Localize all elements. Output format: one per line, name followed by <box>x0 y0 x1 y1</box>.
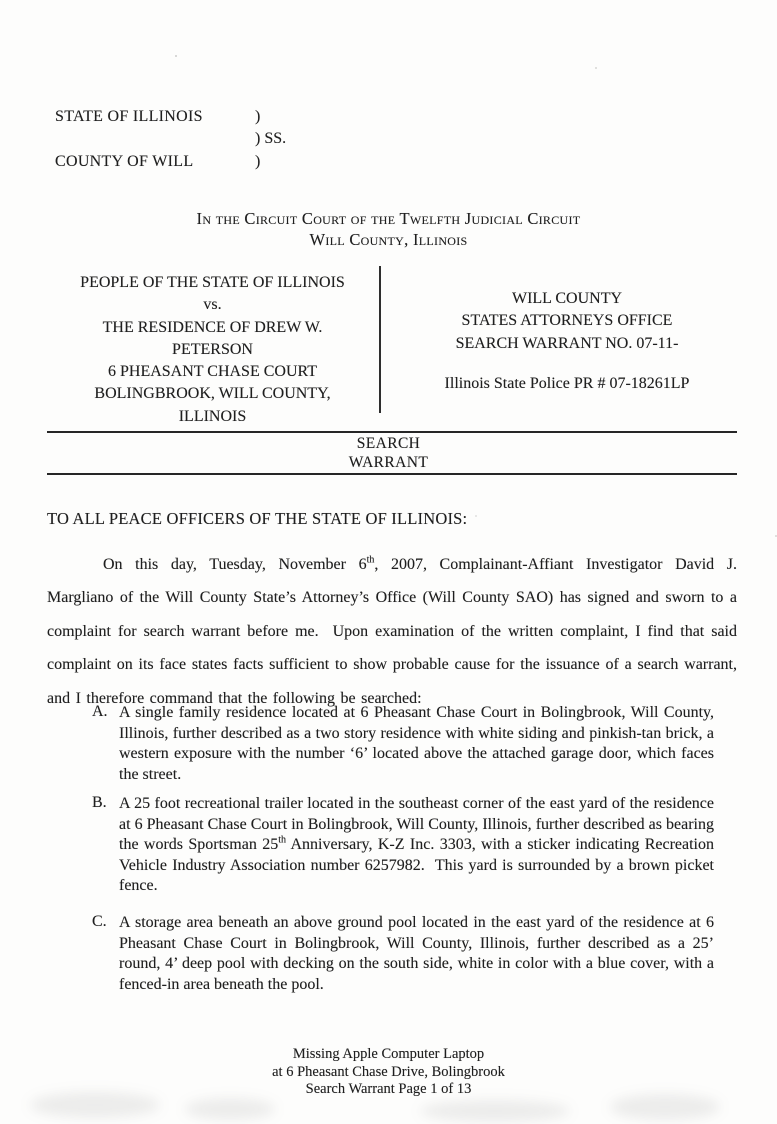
caption-line: PETERSON <box>172 340 253 358</box>
scan-noise <box>30 1092 160 1118</box>
venue-block <box>55 108 355 175</box>
title-rule-bottom <box>47 473 737 475</box>
footer-line2: at 6 Pheasant Chase Drive, Bolingbrook <box>272 1063 505 1080</box>
item-c <box>92 913 714 995</box>
venue-bracket: ) <box>255 152 261 170</box>
item-b-letter: B. <box>92 794 107 811</box>
document-title <box>0 434 777 472</box>
venue-bracket: ) <box>255 108 261 125</box>
scan-noise <box>175 55 177 57</box>
caption-line: ILLINOIS <box>178 407 247 425</box>
court-heading-line1: In the Circuit Court of the Twelfth Judicial Circuit <box>196 209 581 228</box>
warrant-number-block <box>392 288 742 395</box>
caption-line: BOLINGBROOK, WILL COUNTY, <box>94 385 331 403</box>
venue-ss-bracket: ) SS. <box>255 130 287 148</box>
page-footer <box>0 1046 777 1099</box>
scan-noise <box>185 1098 275 1120</box>
scan-noise <box>610 1094 720 1120</box>
police-case-ref: Illinois State Police PR # 07-18261LP <box>444 374 690 392</box>
item-a <box>92 703 714 785</box>
caption-line: STATES ATTORNEYS OFFICE <box>461 312 673 330</box>
item-b-text: A 25 foot recreational trailer located in the southeast corner of the east yard of the residence at 6 Pheasant Chase Court in Bolingbrook, Will County, Illinois, further described as bearing the words Sportsman 25th Anniversary, K-Z Inc. 3303, with a sticker indicating Recreation Vehicle Industry Association number 6257982. This yard is surrounded by a brown picket fence. <box>119 795 714 895</box>
venue-county-line: COUNTY OF WILL <box>55 152 194 170</box>
footer-line1: Missing Apple Computer Laptop <box>292 1046 485 1062</box>
venue-row <box>55 130 355 152</box>
court-heading-line2: Will County, Illinois <box>309 230 468 249</box>
title-rule-top <box>47 431 737 433</box>
venue-state-line: STATE OF ILLINOIS <box>55 108 203 125</box>
title-line2: WARRANT <box>348 454 429 471</box>
item-a-letter: A. <box>92 703 108 720</box>
item-b <box>92 794 714 897</box>
scan-noise <box>420 1100 570 1122</box>
plaintiff-block <box>45 272 380 428</box>
caption-divider <box>379 266 381 413</box>
salutation: TO ALL PEACE OFFICERS OF THE STATE OF ILLINOIS: <box>47 509 468 528</box>
intro-paragraph: On this day, Tuesday, November 6th, 2007, Complainant-Affiant Investigator David J. Margliano of the Will County State’s Attorney’s Office (Will County SAO) has signed and sworn to a complaint for search warrant before me. Upon examination of the written complaint, I find that said complaint on its face states facts sufficient to show probable cause for the issuance of a search warrant, and I therefore command that the following be searched: <box>47 554 737 707</box>
caption-line: vs. <box>203 296 222 314</box>
item-a-text: A single family residence located at 6 Pheasant Chase Court in Bolingbrook, Will County, Illinois, further described as a two story residence with white siding and pinkish-tan brick, a western exposure with the number ‘6’ located above the attached garage door, which faces the street. <box>119 704 714 783</box>
caption-line: THE RESIDENCE OF DREW W. <box>102 318 323 336</box>
item-c-text: A storage area beneath an above ground pool located in the east yard of the residence at 6 Pheasant Chase Court in Bolingbrook, Will County, Illinois, further described as a 25’ round, 4’ deep pool with decking on the south side, white in color with a blue cover, with a fenced-in area beneath the pool. <box>119 914 714 993</box>
court-heading <box>0 208 777 250</box>
venue-row <box>55 153 355 175</box>
venue-row <box>55 108 355 130</box>
title-line1: SEARCH <box>356 435 421 452</box>
caption-line: PEOPLE OF THE STATE OF ILLINOIS <box>80 274 345 291</box>
item-c-letter: C. <box>92 913 107 930</box>
caption-line: 6 PHEASANT CHASE COURT <box>108 363 317 381</box>
caption-line: WILL COUNTY <box>511 290 623 307</box>
footer-line3: Search Warrant Page 1 of 13 <box>305 1081 472 1098</box>
caption-line: SEARCH WARRANT NO. 07-11- <box>455 334 679 352</box>
